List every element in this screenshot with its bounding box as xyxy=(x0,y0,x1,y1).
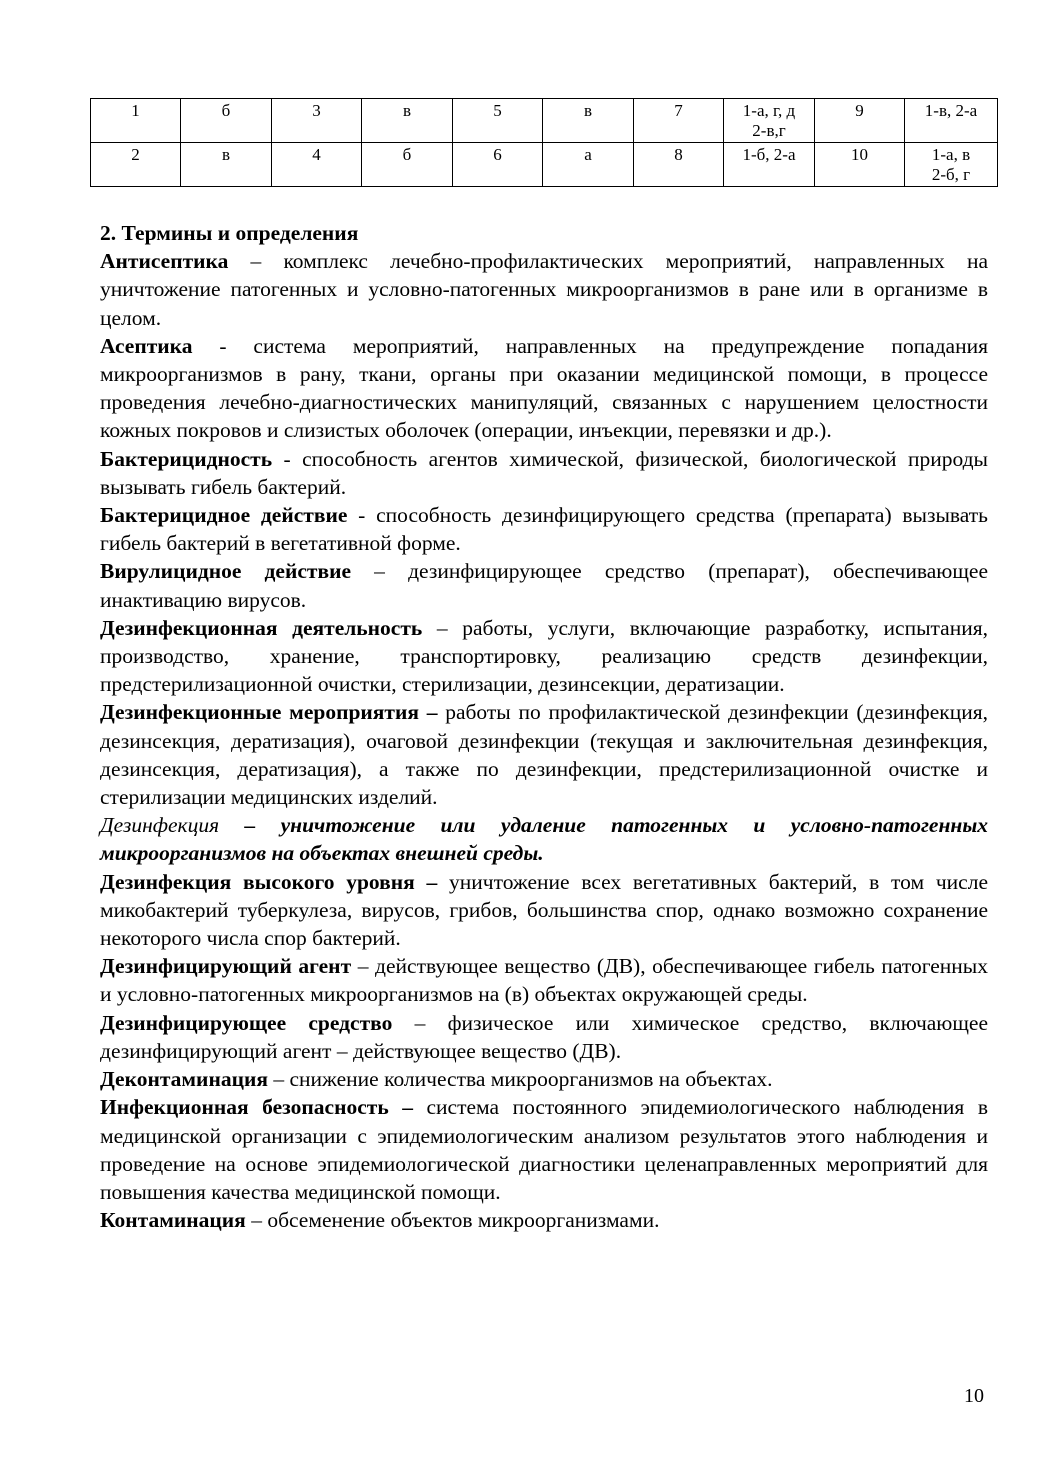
table-cell: 1-а, г, д 2-в,г xyxy=(724,99,815,143)
table-cell: 3 xyxy=(272,99,362,143)
term-text: - способность агентов химической, физической, биологической природы вызывать гибель бактерий. xyxy=(100,446,988,499)
term-text: – дезинфицирующее средство (препарат), обеспечивающее инактивацию вирусов. xyxy=(100,559,988,612)
term-definition xyxy=(100,1093,988,1206)
term-text: - способность дезинфицирующего средства (препарата) вызывать гибель бактерий в вегетативной форме. xyxy=(100,503,988,556)
term-name: Дезинфекция xyxy=(100,813,220,838)
term-definition xyxy=(100,332,988,445)
page-number: 10 xyxy=(964,1385,984,1407)
term-definition xyxy=(100,952,988,1008)
table-cell: 2 xyxy=(91,143,181,187)
term-name: Дезинфицирующее средство xyxy=(100,1010,393,1035)
section-heading: 2. Термины и определения xyxy=(100,221,359,245)
term-definition xyxy=(100,868,988,953)
term-name: Дезинфекция высокого уровня – xyxy=(100,869,438,894)
table-cell: в xyxy=(181,143,272,187)
term-text: – уничтожение или удаление патогенных и условно-патогенных микроорганизмов на объектах внешней среды. xyxy=(100,813,988,866)
term-definition xyxy=(100,698,988,811)
term-name: Контаминация xyxy=(100,1208,246,1233)
term-text: – работы, услуги, включающие разработку, испытания, производство, хранение, транспортировку, реализацию средств дезинфекции, предстерилизационной очистки, стерилизации, дезинсекции, дератизации. xyxy=(100,615,989,697)
table-cell: б xyxy=(181,99,272,143)
table-cell: в xyxy=(362,99,453,143)
table-cell: б xyxy=(362,143,453,187)
term-definition xyxy=(100,1009,988,1065)
term-name: Дезинфекционные мероприятия – xyxy=(100,700,438,725)
table-cell: 1-в, 2-а xyxy=(905,99,998,143)
term-name: Дезинфекционная деятельность xyxy=(100,615,423,640)
term-text: – снижение количества микроорганизмов на объектах. xyxy=(268,1067,773,1092)
term-name: Дезинфицирующий агент xyxy=(100,954,352,979)
table-cell: 8 xyxy=(634,143,724,187)
term-definition xyxy=(100,1206,988,1234)
table-cell: в xyxy=(543,99,634,143)
answer-key-table xyxy=(90,98,998,187)
table-row xyxy=(91,99,998,143)
term-text: - система мероприятий, направленных на предупреждение попадания микроорганизмов в рану, ткани, органы при оказании медицинской помощи, в процессе проведения лечебно-диагностических манипуляций, связанных с нарушением целостности кожных покровов и слизистых оболочек (операции, инъекции, перевязки и др.). xyxy=(100,333,988,443)
term-definition xyxy=(100,557,988,613)
term-name: Деконтаминация xyxy=(100,1067,268,1092)
term-definition xyxy=(100,1065,988,1093)
term-name: Вирулицидное действие xyxy=(100,559,352,584)
term-text: – действующее вещество (ДВ), обеспечивающее гибель патогенных и условно-патогенных микроорганизмов на (в) объектах окружающей среды. xyxy=(100,954,988,1007)
table-cell: 5 xyxy=(453,99,543,143)
term-text: уничтожение всех вегетативных бактерий, в том числе микобактерий туберкулеза, вирусов, грибов, большинства спор, однако возможно сохранение некоторого числа спор бактерий. xyxy=(100,869,988,951)
term-text: работы по профилактической дезинфекции (дезинфекция, дезинсекция, дератизация), очаговой дезинфекции (текущая и заключительная дезинфекция, дезинсекция, дератизация), а также по дезинфекции, предстерилизационной очистке и стерилизации медицинских изделий. xyxy=(100,700,988,810)
terms-list xyxy=(100,247,988,1234)
term-definition xyxy=(100,445,988,501)
term-text: – обсеменение объектов микроорганизмами. xyxy=(245,1208,660,1233)
table-cell: 10 xyxy=(815,143,905,187)
term-text: – комплекс лечебно-профилактических мероприятий, направленных на уничтожение патогенных и условно-патогенных микроорганизмов в ране или в организме в целом. xyxy=(100,249,988,330)
term-name: Антисептика xyxy=(100,249,229,274)
term-text: – физическое или химическое средство, включающее дезинфицирующий агент – действующее вещество (ДВ). xyxy=(100,1010,988,1063)
term-text: система постоянного эпидемиологического наблюдения в медицинской организации с эпидемиологическим анализом результатов этого наблюдения и проведение на основе эпидемиологической диагностики целенаправленных мероприятий для повышения качества медицинской помощи. xyxy=(100,1095,988,1204)
table-cell: 1-б, 2-а xyxy=(724,143,815,187)
term-definition xyxy=(100,614,988,699)
table-cell: 7 xyxy=(634,99,724,143)
table-cell: 1 xyxy=(91,99,181,143)
term-definition xyxy=(100,247,988,332)
table-cell: 6 xyxy=(453,143,543,187)
terms-section xyxy=(100,219,988,1234)
term-name: Бактерицидность xyxy=(100,446,273,471)
table-cell: а xyxy=(543,143,634,187)
term-name: Инфекционная безопасность – xyxy=(100,1095,413,1120)
table-cell: 1-а, в 2-б, г xyxy=(905,143,998,187)
table-cell: 9 xyxy=(815,99,905,143)
table-cell: 4 xyxy=(272,143,362,187)
table-row xyxy=(91,143,998,187)
term-definition xyxy=(100,501,988,557)
term-name: Асептика xyxy=(100,333,193,358)
term-definition xyxy=(100,811,988,867)
term-name: Бактерицидное действие xyxy=(100,503,348,528)
